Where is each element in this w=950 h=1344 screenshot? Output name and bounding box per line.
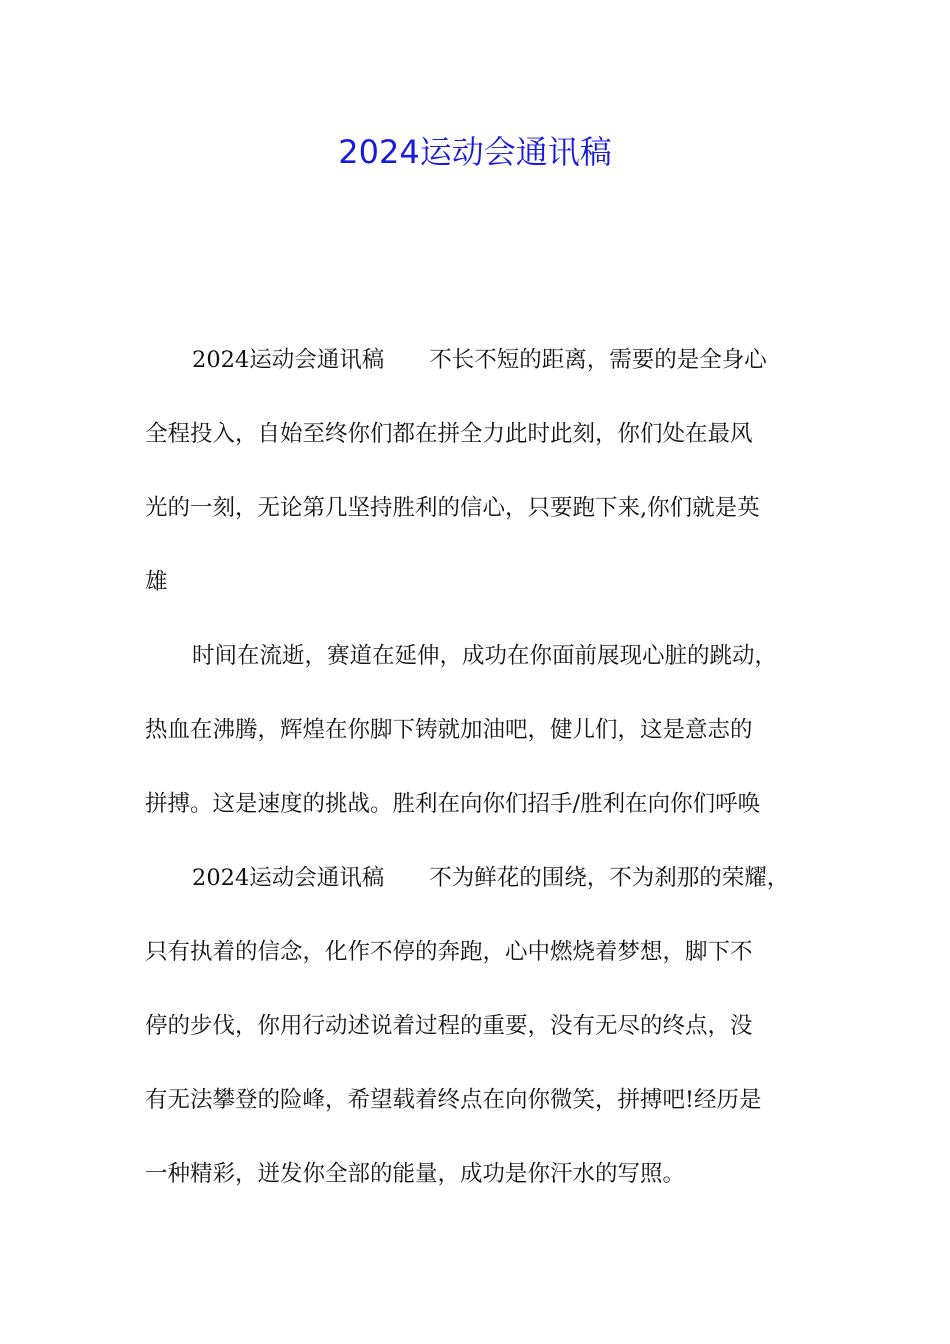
paragraph-2-line-3: 拼搏。这是速度的挑战。胜利在向你们招手/胜利在向你们呼唤 <box>145 791 761 817</box>
document-title: 2024运动会通讯稿 <box>338 133 612 171</box>
paragraph-1-line-3: 光的一刻，无论第几坚持胜利的信心，只要跑下来,你们就是英 <box>145 495 760 521</box>
paragraph-1-line-4: 雄 <box>145 569 168 595</box>
paragraph-3-line-4: 有无法攀登的险峰，希望载着终点在向你微笑，拼搏吧!经历是 <box>145 1087 762 1113</box>
paragraph-3-line-2: 只有执着的信念，化作不停的奔跑，心中燃烧着梦想，脚下不 <box>145 939 753 965</box>
paragraph-3-line-3: 停的步伐，你用行动述说着过程的重要，没有无尽的终点，没 <box>145 1013 753 1039</box>
paragraph-3-line-5: 一种精彩，迸发你全部的能量，成功是你汗水的写照。 <box>145 1161 686 1187</box>
paragraph-2-line-2: 热血在沸腾，辉煌在你脚下铸就加油吧，健儿们，这是意志的 <box>145 717 753 743</box>
paragraph-2-line-1: 时间在流逝，赛道在延伸，成功在你面前展现心脏的跳动， <box>192 643 778 669</box>
paragraph-3-line-1: 2024运动会通讯稿 不为鲜花的围绕，不为刹那的荣耀， <box>192 865 790 891</box>
paragraph-1-line-1: 2024运动会通讯稿 不长不短的距离，需要的是全身心 <box>192 347 767 373</box>
paragraph-1-line-2: 全程投入，自始至终你们都在拼全力此时此刻，你们处在最风 <box>145 421 753 447</box>
